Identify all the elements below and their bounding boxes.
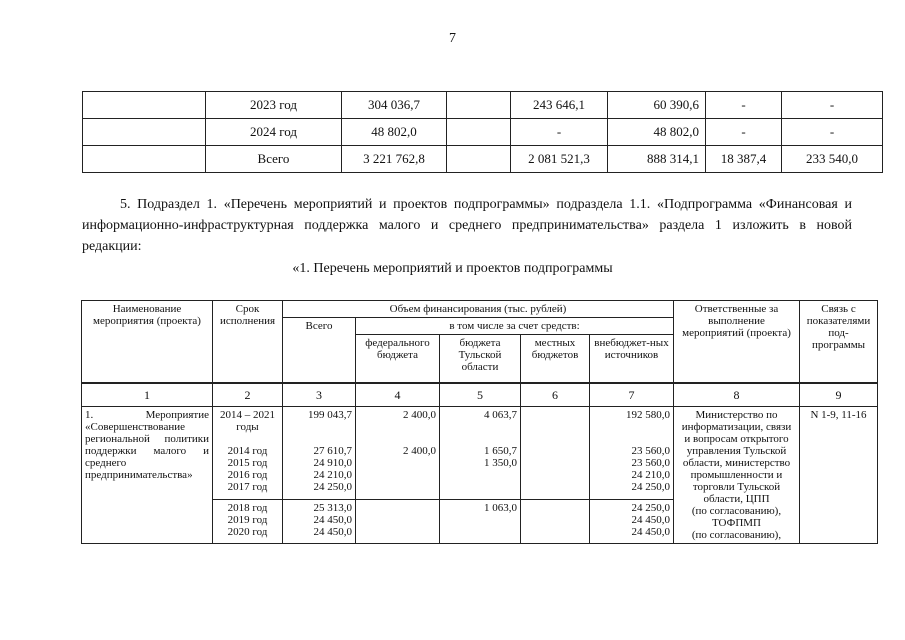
cell-line: 1 350,0 (484, 456, 517, 469)
activity-link: N 1-9, 11-16 (800, 406, 878, 543)
cell-line: 23 560,0 (631, 444, 670, 457)
summary-value (447, 146, 511, 173)
cell-line: 24 450,0 (313, 514, 352, 527)
column-number: 1 (82, 383, 213, 407)
cell-line: 2018 год (227, 502, 268, 515)
cell-line: 2 400,0 (403, 444, 436, 457)
cell-line: 4 063,7 (484, 408, 517, 421)
activity-total (283, 500, 356, 543)
page-number: 7 (449, 31, 456, 46)
activity-period (213, 500, 283, 543)
paragraph-line: информационно-инфраструктурная поддержка малого и среднего предпринимательства» раздела 1 изложить в новой (82, 218, 852, 233)
summary-value: 888 314,1 (608, 146, 706, 173)
summary-value: 18 387,4 (706, 146, 782, 173)
summary-value: 3 221 762,8 (342, 146, 447, 173)
cell-line: 24 250,0 (313, 480, 352, 493)
summary-blank-cell (83, 92, 206, 119)
amendment-paragraph (82, 194, 852, 257)
activity-responsible (674, 406, 800, 543)
cell-line: торговли Тульской (692, 480, 781, 493)
activities-table (81, 300, 878, 544)
cell-line: ТОФПМП (711, 516, 761, 529)
summary-value: - (706, 92, 782, 119)
summary-value (447, 92, 511, 119)
cell-line: 24 450,0 (631, 526, 670, 539)
cell-line: информатизации, связи (681, 420, 792, 433)
activity-federal (356, 500, 440, 543)
cell-line: и вопросам открытого (684, 432, 789, 445)
cell-line: 199 043,7 (308, 408, 352, 421)
header-total: Всего (283, 318, 356, 383)
column-numbers-row (82, 383, 878, 407)
cell-line: 192 580,0 (626, 408, 670, 421)
cell-line: 24 210,0 (313, 468, 352, 481)
activity-local (521, 406, 590, 500)
section-heading: «1. Перечень мероприятий и проектов подпрограммы (292, 261, 613, 276)
header-name: Наименование мероприятия (проекта) (82, 301, 213, 383)
cell-line: (по согласованию), (691, 528, 782, 541)
cell-line: 24 450,0 (313, 526, 352, 539)
column-number: 4 (356, 383, 440, 407)
summary-row (83, 146, 883, 173)
activity-regional (440, 500, 521, 543)
cell-line: 24 210,0 (631, 468, 670, 481)
summary-value: 2 081 521,3 (511, 146, 608, 173)
column-number: 9 (800, 383, 878, 407)
summary-table (82, 91, 883, 173)
summary-value: 304 036,7 (342, 92, 447, 119)
cell-line: Министерство по (695, 408, 778, 421)
cell-line: 2016 год (227, 468, 268, 481)
summary-value: - (782, 92, 883, 119)
cell-line: годы (236, 420, 259, 433)
cell-line: области, ЦПП (703, 492, 770, 505)
activity-name (82, 406, 213, 543)
summary-value: - (782, 119, 883, 146)
activity-name-line: среднего (85, 456, 127, 469)
column-number: 2 (213, 383, 283, 407)
summary-year: 2023 год (206, 92, 342, 119)
header-term: Срок исполнения (213, 301, 283, 383)
cell-line: 27 610,7 (313, 444, 352, 457)
header-offbudget: внебюджет-ных источников (590, 335, 674, 383)
activity-row (82, 406, 878, 500)
summary-value: 243 646,1 (511, 92, 608, 119)
cell-line: 2 400,0 (403, 408, 436, 421)
paragraph-line: редакции: (82, 239, 142, 254)
summary-year: Всего (206, 146, 342, 173)
cell-line: управления Тульской (686, 444, 787, 457)
header-regional: бюджета Тульской области (440, 335, 521, 383)
activity-period (213, 406, 283, 500)
cell-line: 24 450,0 (631, 514, 670, 527)
cell-line: 25 313,0 (313, 502, 352, 515)
cell-line: 23 560,0 (631, 456, 670, 469)
activity-federal (356, 406, 440, 500)
summary-value: 60 390,6 (608, 92, 706, 119)
cell-line: 2019 год (227, 514, 268, 527)
activity-offbudget (590, 406, 674, 500)
summary-value (447, 119, 511, 146)
summary-row (83, 119, 883, 146)
header-link: Связь с показателями под-программы (800, 301, 878, 383)
column-number: 7 (590, 383, 674, 407)
header-federal: федерального бюджета (356, 335, 440, 383)
cell-line: 2014 год (227, 444, 268, 457)
cell-line: 24 250,0 (631, 502, 670, 515)
activity-name-line: 1. Мероприятие (85, 408, 209, 421)
header-row (82, 301, 878, 318)
activity-offbudget (590, 500, 674, 543)
summary-value: 48 802,0 (342, 119, 447, 146)
cell-line: 2020 год (227, 526, 268, 539)
summary-value: 48 802,0 (608, 119, 706, 146)
column-number: 5 (440, 383, 521, 407)
cell-line: 2014 – 2021 (220, 408, 275, 421)
cell-line: области, министерство (682, 456, 791, 469)
column-number: 8 (674, 383, 800, 407)
column-number: 6 (521, 383, 590, 407)
cell-line: 24 250,0 (631, 480, 670, 493)
activity-name-line: региональной политики (85, 432, 209, 445)
cell-line: 1 650,7 (484, 444, 517, 457)
header-volume: Объем финансирования (тыс. рублей) (283, 301, 674, 318)
activity-name-line: поддержки малого и (85, 444, 209, 457)
summary-value: - (706, 119, 782, 146)
summary-value: 233 540,0 (782, 146, 883, 173)
cell-line: промышленности и (690, 468, 783, 481)
cell-line: 24 910,0 (313, 456, 352, 469)
summary-value: - (511, 119, 608, 146)
activity-local (521, 500, 590, 543)
header-responsible: Ответственные за выполнение мероприятий (проекта) (674, 301, 800, 383)
header-including: в том числе за счет средств: (356, 318, 674, 335)
summary-row (83, 92, 883, 119)
column-number: 3 (283, 383, 356, 407)
cell-line: 1 063,0 (484, 502, 517, 515)
activity-total (283, 406, 356, 500)
summary-blank-cell (83, 119, 206, 146)
activity-regional (440, 406, 521, 500)
header-local: местных бюджетов (521, 335, 590, 383)
activity-name-line: «Совершенствование (85, 420, 185, 433)
paragraph-line: 5. Подраздел 1. «Перечень мероприятий и проектов подпрограммы» подраздела 1.1. «Подпрограмма «Финансовая и (120, 197, 852, 212)
cell-line: (по согласованию), (691, 504, 782, 517)
cell-line: 2017 год (227, 480, 268, 493)
summary-blank-cell (83, 146, 206, 173)
summary-year: 2024 год (206, 119, 342, 146)
cell-line: 2015 год (227, 456, 268, 469)
activity-name-line: предпринимательства» (85, 468, 193, 481)
